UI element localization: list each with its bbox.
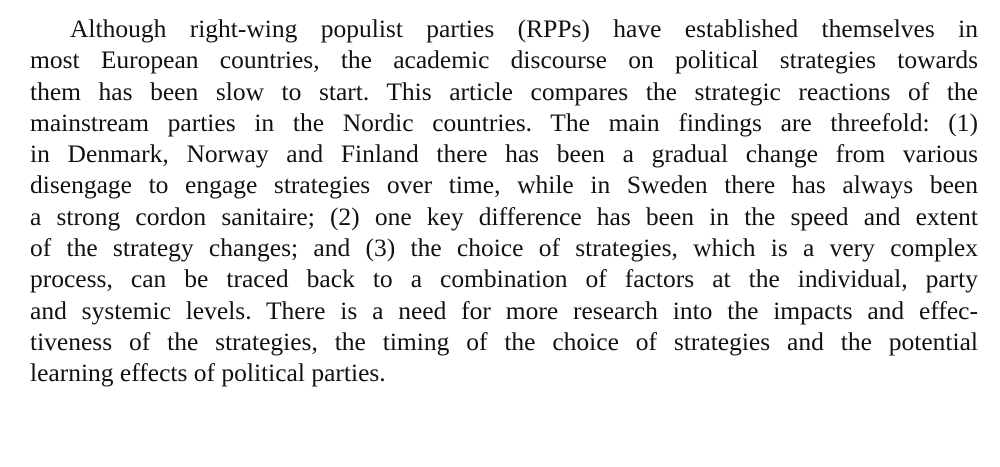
abstract-line: process, can be traced back to a combination of factors at the individual, party	[30, 264, 978, 294]
abstract-paragraph	[30, 13, 978, 389]
abstract-line: most European countries, the academic discourse on political strategies towards	[30, 45, 978, 75]
abstract-line: mainstream parties in the Nordic countries. The main findings are threefold: (1)	[30, 107, 978, 137]
abstract-line: disengage to engage strategies over time, while in Sweden there has always been	[30, 170, 978, 200]
abstract-line: in Denmark, Norway and Finland there has been a gradual change from various	[30, 139, 978, 169]
abstract-line: learning effects of political parties.	[30, 358, 386, 388]
abstract-line: a strong cordon sanitaire; (2) one key difference has been in the speed and extent	[30, 201, 978, 231]
abstract-line: and systemic levels. There is a need for more research into the impacts and effec-	[30, 295, 978, 325]
abstract-line: of the strategy changes; and (3) the choice of strategies, which is a very complex	[30, 233, 978, 263]
abstract-line: them has been slow to start. This article compares the strategic reactions of the	[30, 76, 978, 106]
abstract-line: Although right-wing populist parties (RPPs) have established themselves in	[70, 14, 978, 43]
abstract-line: tiveness of the strategies, the timing of the choice of strategies and the potential	[30, 326, 978, 356]
